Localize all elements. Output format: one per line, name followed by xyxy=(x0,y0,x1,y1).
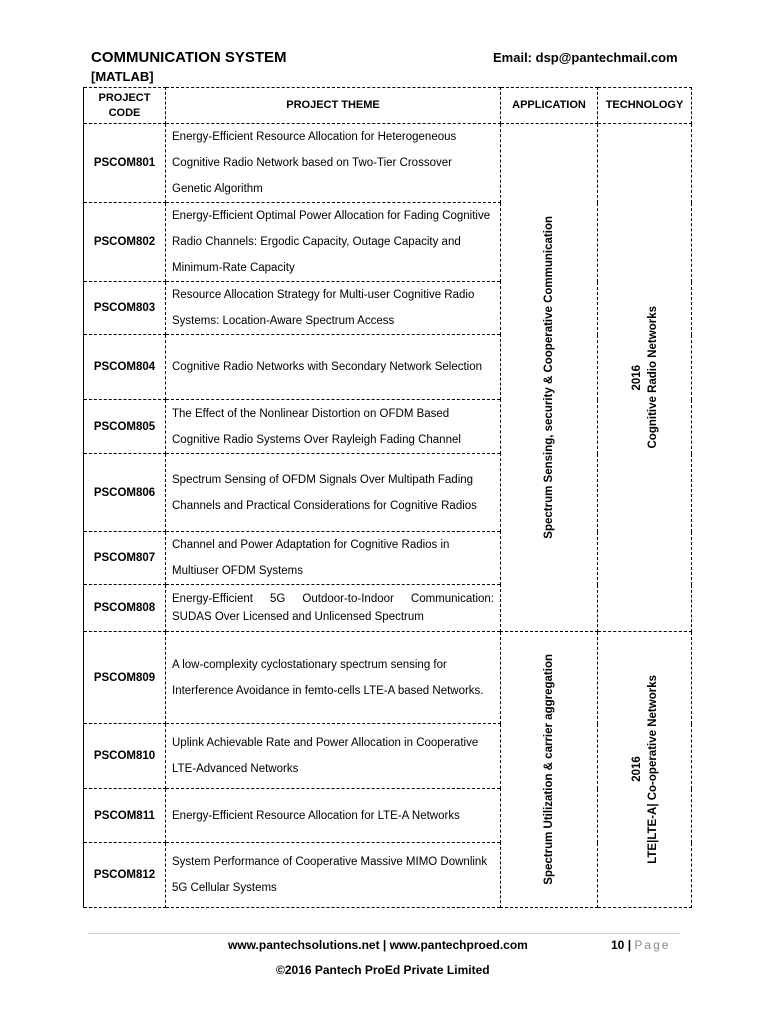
project-theme: Energy-Efficient Resource Allocation for LTE-A Networks xyxy=(166,789,501,843)
table-header-row xyxy=(84,88,692,124)
project-theme: Channel and Power Adaptation for Cognitive Radios in Multiuser OFDM Systems xyxy=(166,532,501,585)
technology-name: LTE|LTE-A| Co-operative Networks xyxy=(646,675,659,864)
project-code: PSCOM810 xyxy=(84,724,166,789)
project-code: PSCOM808 xyxy=(84,585,166,632)
project-code: PSCOM803 xyxy=(84,282,166,335)
table-row xyxy=(84,632,692,724)
project-theme: The Effect of the Nonlinear Distortion on OFDM Based Cognitive Radio Systems Over Rayleigh Fading Channel xyxy=(166,400,501,454)
page-label: Page xyxy=(634,938,671,952)
application-label: Spectrum Sensing, security & Cooperative Communication xyxy=(543,216,555,539)
project-theme: Energy-Efficient 5G Outdoor-to-Indoor Communication: SUDAS Over Licensed and Unlicensed Spectrum xyxy=(166,585,501,632)
project-theme: A low-complexity cyclostationary spectrum sensing for Interference Avoidance in femto-cells LTE-A based Networks. xyxy=(166,632,501,724)
project-theme: Resource Allocation Strategy for Multi-user Cognitive Radio Systems: Location-Aware Spectrum Access xyxy=(166,282,501,335)
project-code: PSCOM805 xyxy=(84,400,166,454)
footer-divider xyxy=(88,933,680,934)
column-header-application: APPLICATION xyxy=(501,88,598,124)
application-label: Spectrum Utilization & carrier aggregation xyxy=(543,654,555,885)
technology-name: Cognitive Radio Networks xyxy=(646,306,659,449)
project-code: PSCOM806 xyxy=(84,454,166,532)
technology-year: 2016 xyxy=(630,756,643,783)
footer-links[interactable]: www.pantechsolutions.net | www.pantechproed.com xyxy=(228,938,528,952)
column-header-code: PROJECT CODE xyxy=(84,88,166,124)
project-code: PSCOM801 xyxy=(84,124,166,203)
document-title: COMMUNICATION SYSTEM xyxy=(91,49,287,66)
project-theme: Cognitive Radio Networks with Secondary Network Selection xyxy=(166,335,501,400)
project-code: PSCOM804 xyxy=(84,335,166,400)
page-number-value: 10 xyxy=(611,938,625,952)
document-subtitle: [MATLAB] xyxy=(91,69,154,84)
column-header-technology: TECHNOLOGY xyxy=(598,88,692,124)
project-theme: Energy-Efficient Resource Allocation for Heterogeneous Cognitive Radio Network based on Two-Tier Crossover Genetic Algorithm xyxy=(166,124,501,203)
project-code: PSCOM809 xyxy=(84,632,166,724)
page-separator: | xyxy=(627,938,632,952)
project-theme: Uplink Achievable Rate and Power Allocation in Cooperative LTE-Advanced Networks xyxy=(166,724,501,789)
technology-year: 2016 xyxy=(630,364,643,391)
table-row xyxy=(84,124,692,203)
application-cell xyxy=(501,124,598,632)
project-theme: System Performance of Cooperative Massive MIMO Downlink 5G Cellular Systems xyxy=(166,843,501,908)
column-header-theme: PROJECT THEME xyxy=(166,88,501,124)
copyright: ©2016 Pantech ProEd Private Limited xyxy=(276,963,490,977)
contact-email: Email: dsp@pantechmail.com xyxy=(493,50,678,65)
technology-cell xyxy=(598,124,692,632)
project-table xyxy=(83,87,692,908)
project-code: PSCOM807 xyxy=(84,532,166,585)
project-code: PSCOM802 xyxy=(84,203,166,282)
project-theme: Energy-Efficient Optimal Power Allocation for Fading Cognitive Radio Channels: Ergodic Capacity, Outage Capacity and Minimum-Rate Capacity xyxy=(166,203,501,282)
application-cell xyxy=(501,632,598,908)
page-number xyxy=(611,938,670,952)
project-theme: Spectrum Sensing of OFDM Signals Over Multipath Fading Channels and Practical Considerations for Cognitive Radios xyxy=(166,454,501,532)
technology-cell xyxy=(598,632,692,908)
project-code: PSCOM811 xyxy=(84,789,166,843)
project-code: PSCOM812 xyxy=(84,843,166,908)
